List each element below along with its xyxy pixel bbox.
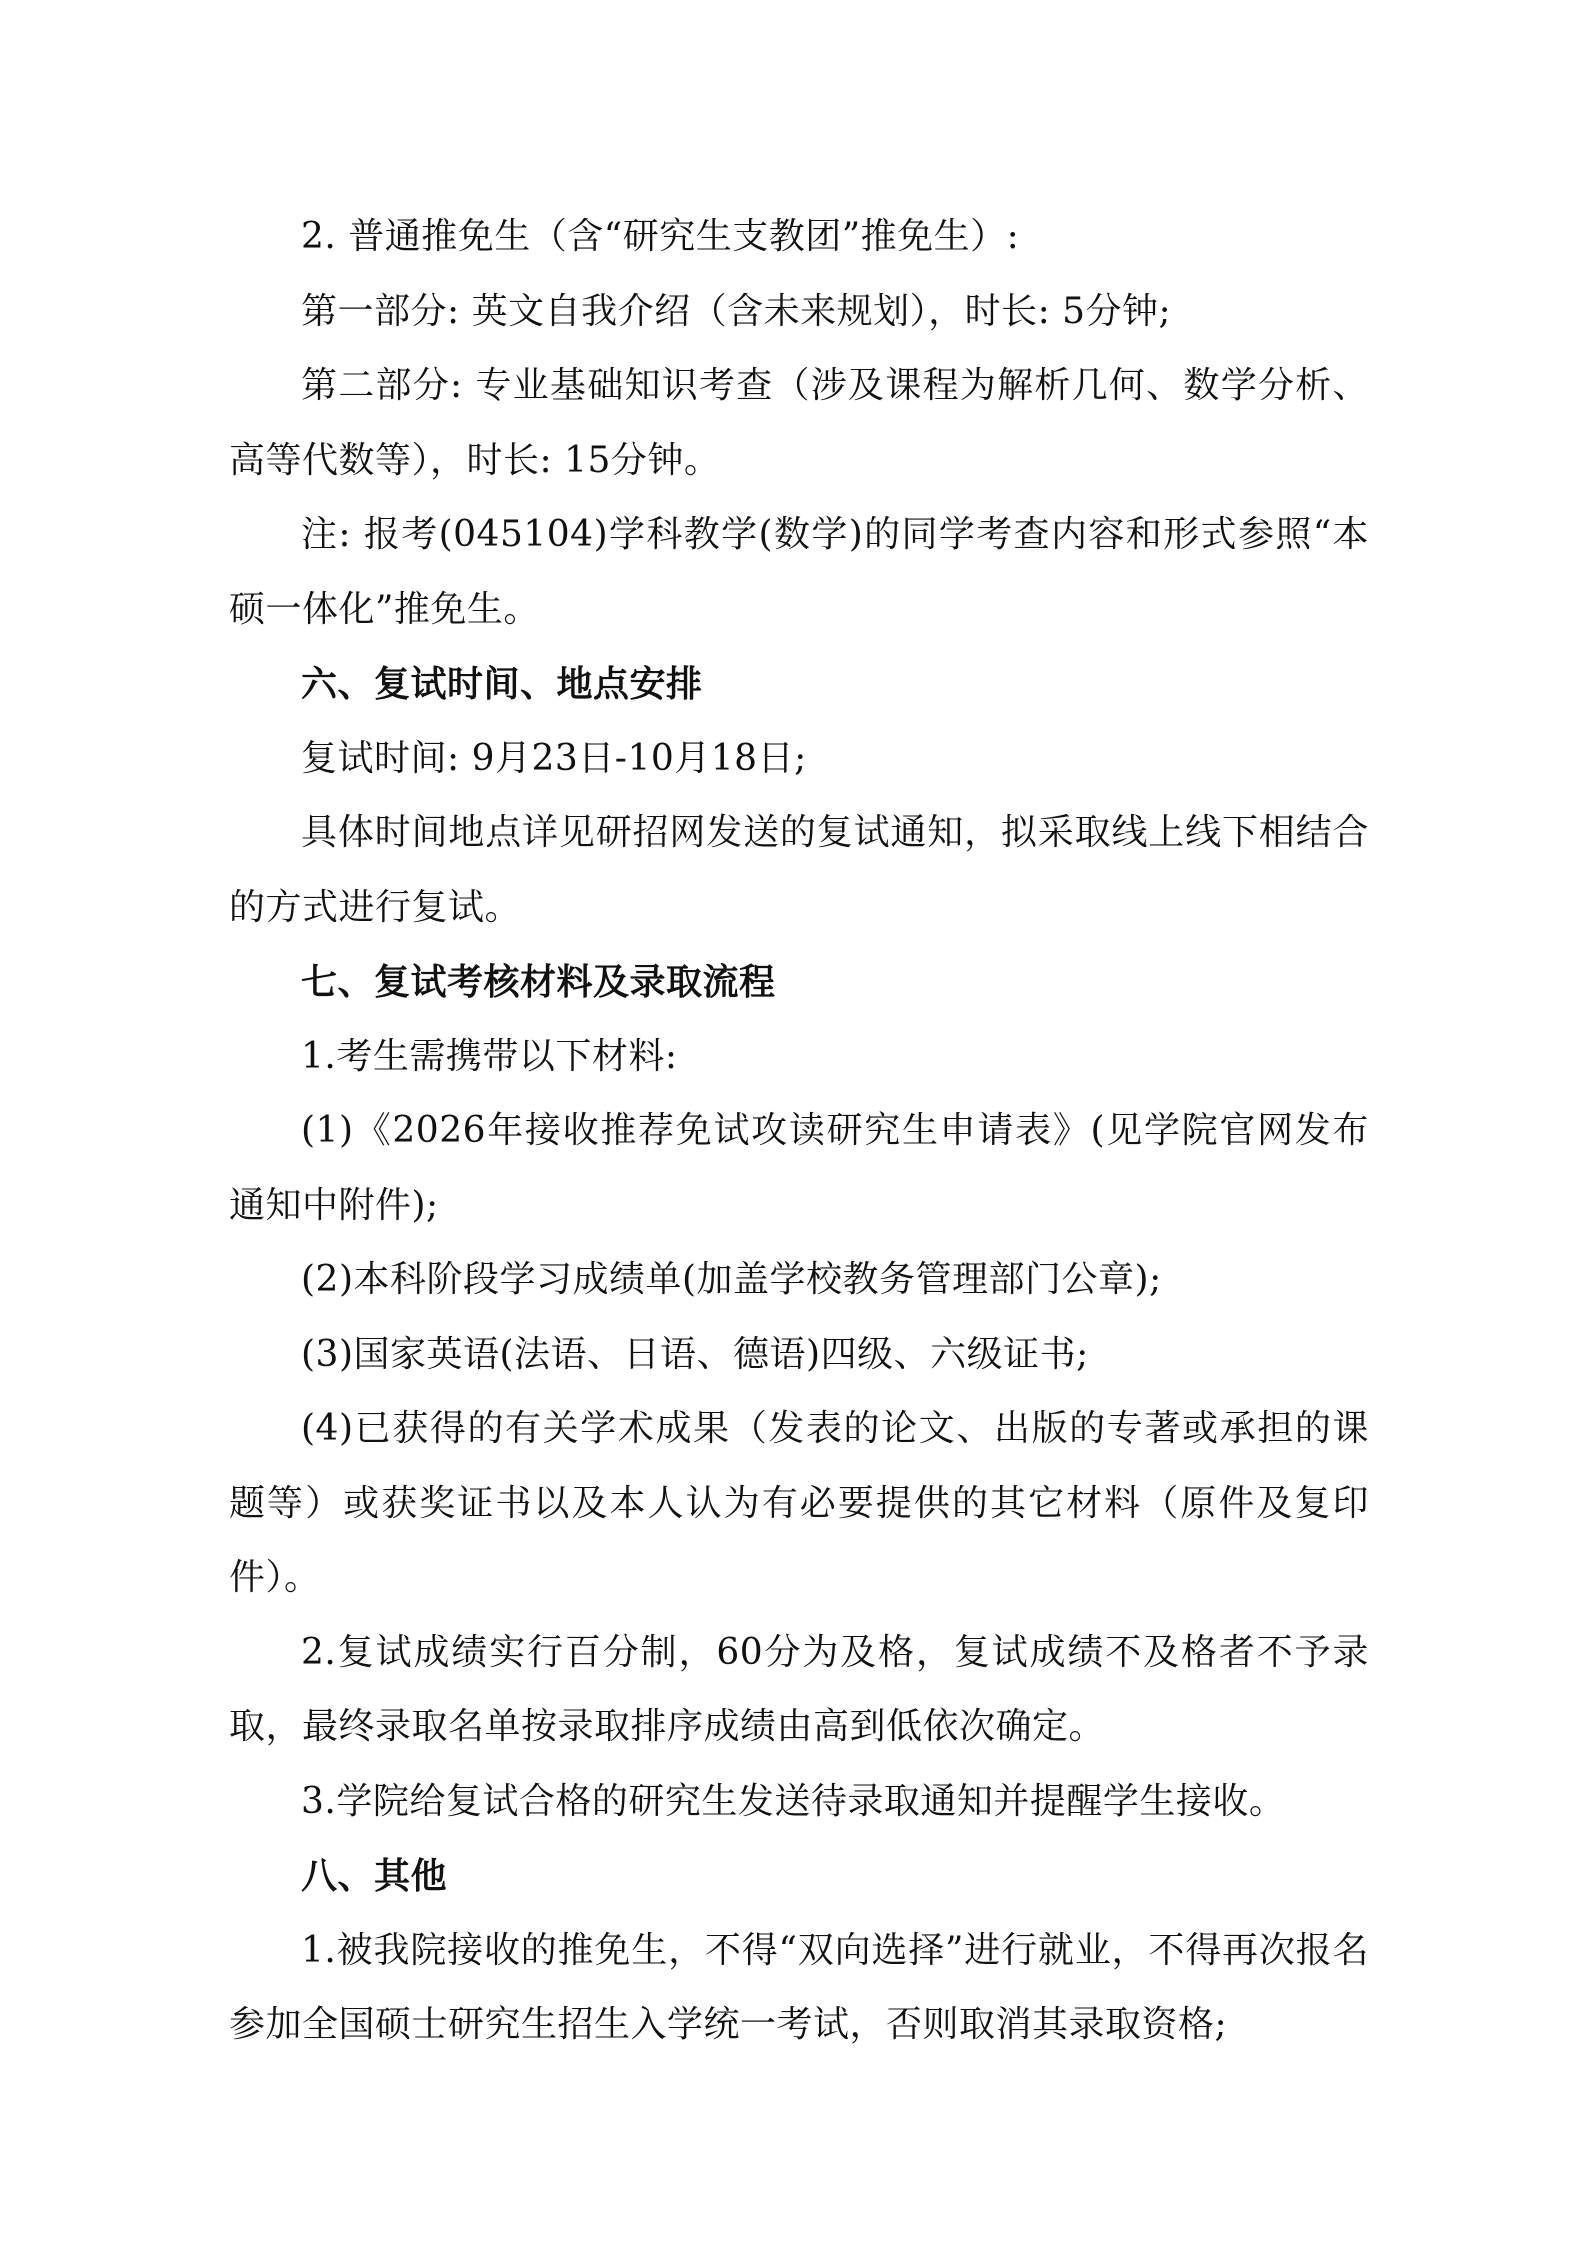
paragraph-retest-location: 具体时间地点详见研招网发送的复试通知，拟采取线上线下相结合的方式进行复试。 xyxy=(229,812,1369,928)
paragraph-other-rule-one: 1.被我院接收的推免生，不得“双向选择”进行就业，不得再次报名参加全国硕士研究生招生入学统一考试，否则取消其录取资格; xyxy=(229,1929,1369,2045)
document-body xyxy=(229,200,1369,2063)
paragraph-scoring: 2.复试成绩实行百分制，60分为及格，复试成绩不及格者不予录取，最终录取名单按录取排序成绩由高到低依次确定。 xyxy=(229,1631,1369,1747)
paragraph-admission-notice: 3.学院给复试合格的研究生发送待录取通知并提醒学生接收。 xyxy=(301,1780,1286,1822)
section-heading-schedule: 六、复试时间、地点安排 xyxy=(301,663,703,705)
paragraph-part-one: 第一部分: 英文自我介绍（含未来规划），时长: 5分钟; xyxy=(301,290,1172,332)
list-item-language-certificates: (3)国家英语(法语、日语、德语)四级、六级证书; xyxy=(301,1333,1089,1375)
paragraph-retest-time: 复试时间: 9月23日-10月18日; xyxy=(301,737,807,779)
list-item-transcript: (2)本科阶段学习成绩单(加盖学校教务管理部门公章); xyxy=(301,1259,1162,1300)
paragraph-note: 注: 报考(045104)学科教学(数学)的同学考查内容和形式参照“本硕一体化”推免生。 xyxy=(229,514,1369,630)
paragraph-materials-intro: 1.考生需携带以下材料: xyxy=(301,1035,678,1077)
section-heading-other: 八、其他 xyxy=(301,1855,448,1897)
list-item-academic-achievements: (4)已获得的有关学术成果（发表的论文、出版的专著或承担的课题等）或获奖证书以及本人认为有必要提供的其它材料（原件及复印件）。 xyxy=(229,1408,1369,1598)
list-item-application-form: (1)《2026年接收推荐免试攻读研究生申请表》(见学院官网发布通知中附件); xyxy=(229,1110,1369,1226)
paragraph-pushed-students-general: 2. 普通推免生（含“研究生支教团”推免生）: xyxy=(301,216,1020,257)
paragraph-part-two: 第二部分: 专业基础知识考查（涉及课程为解析几何、数学分析、高等代数等），时长: 15分钟。 xyxy=(229,365,1369,481)
section-heading-materials: 七、复试考核材料及录取流程 xyxy=(301,961,776,1003)
